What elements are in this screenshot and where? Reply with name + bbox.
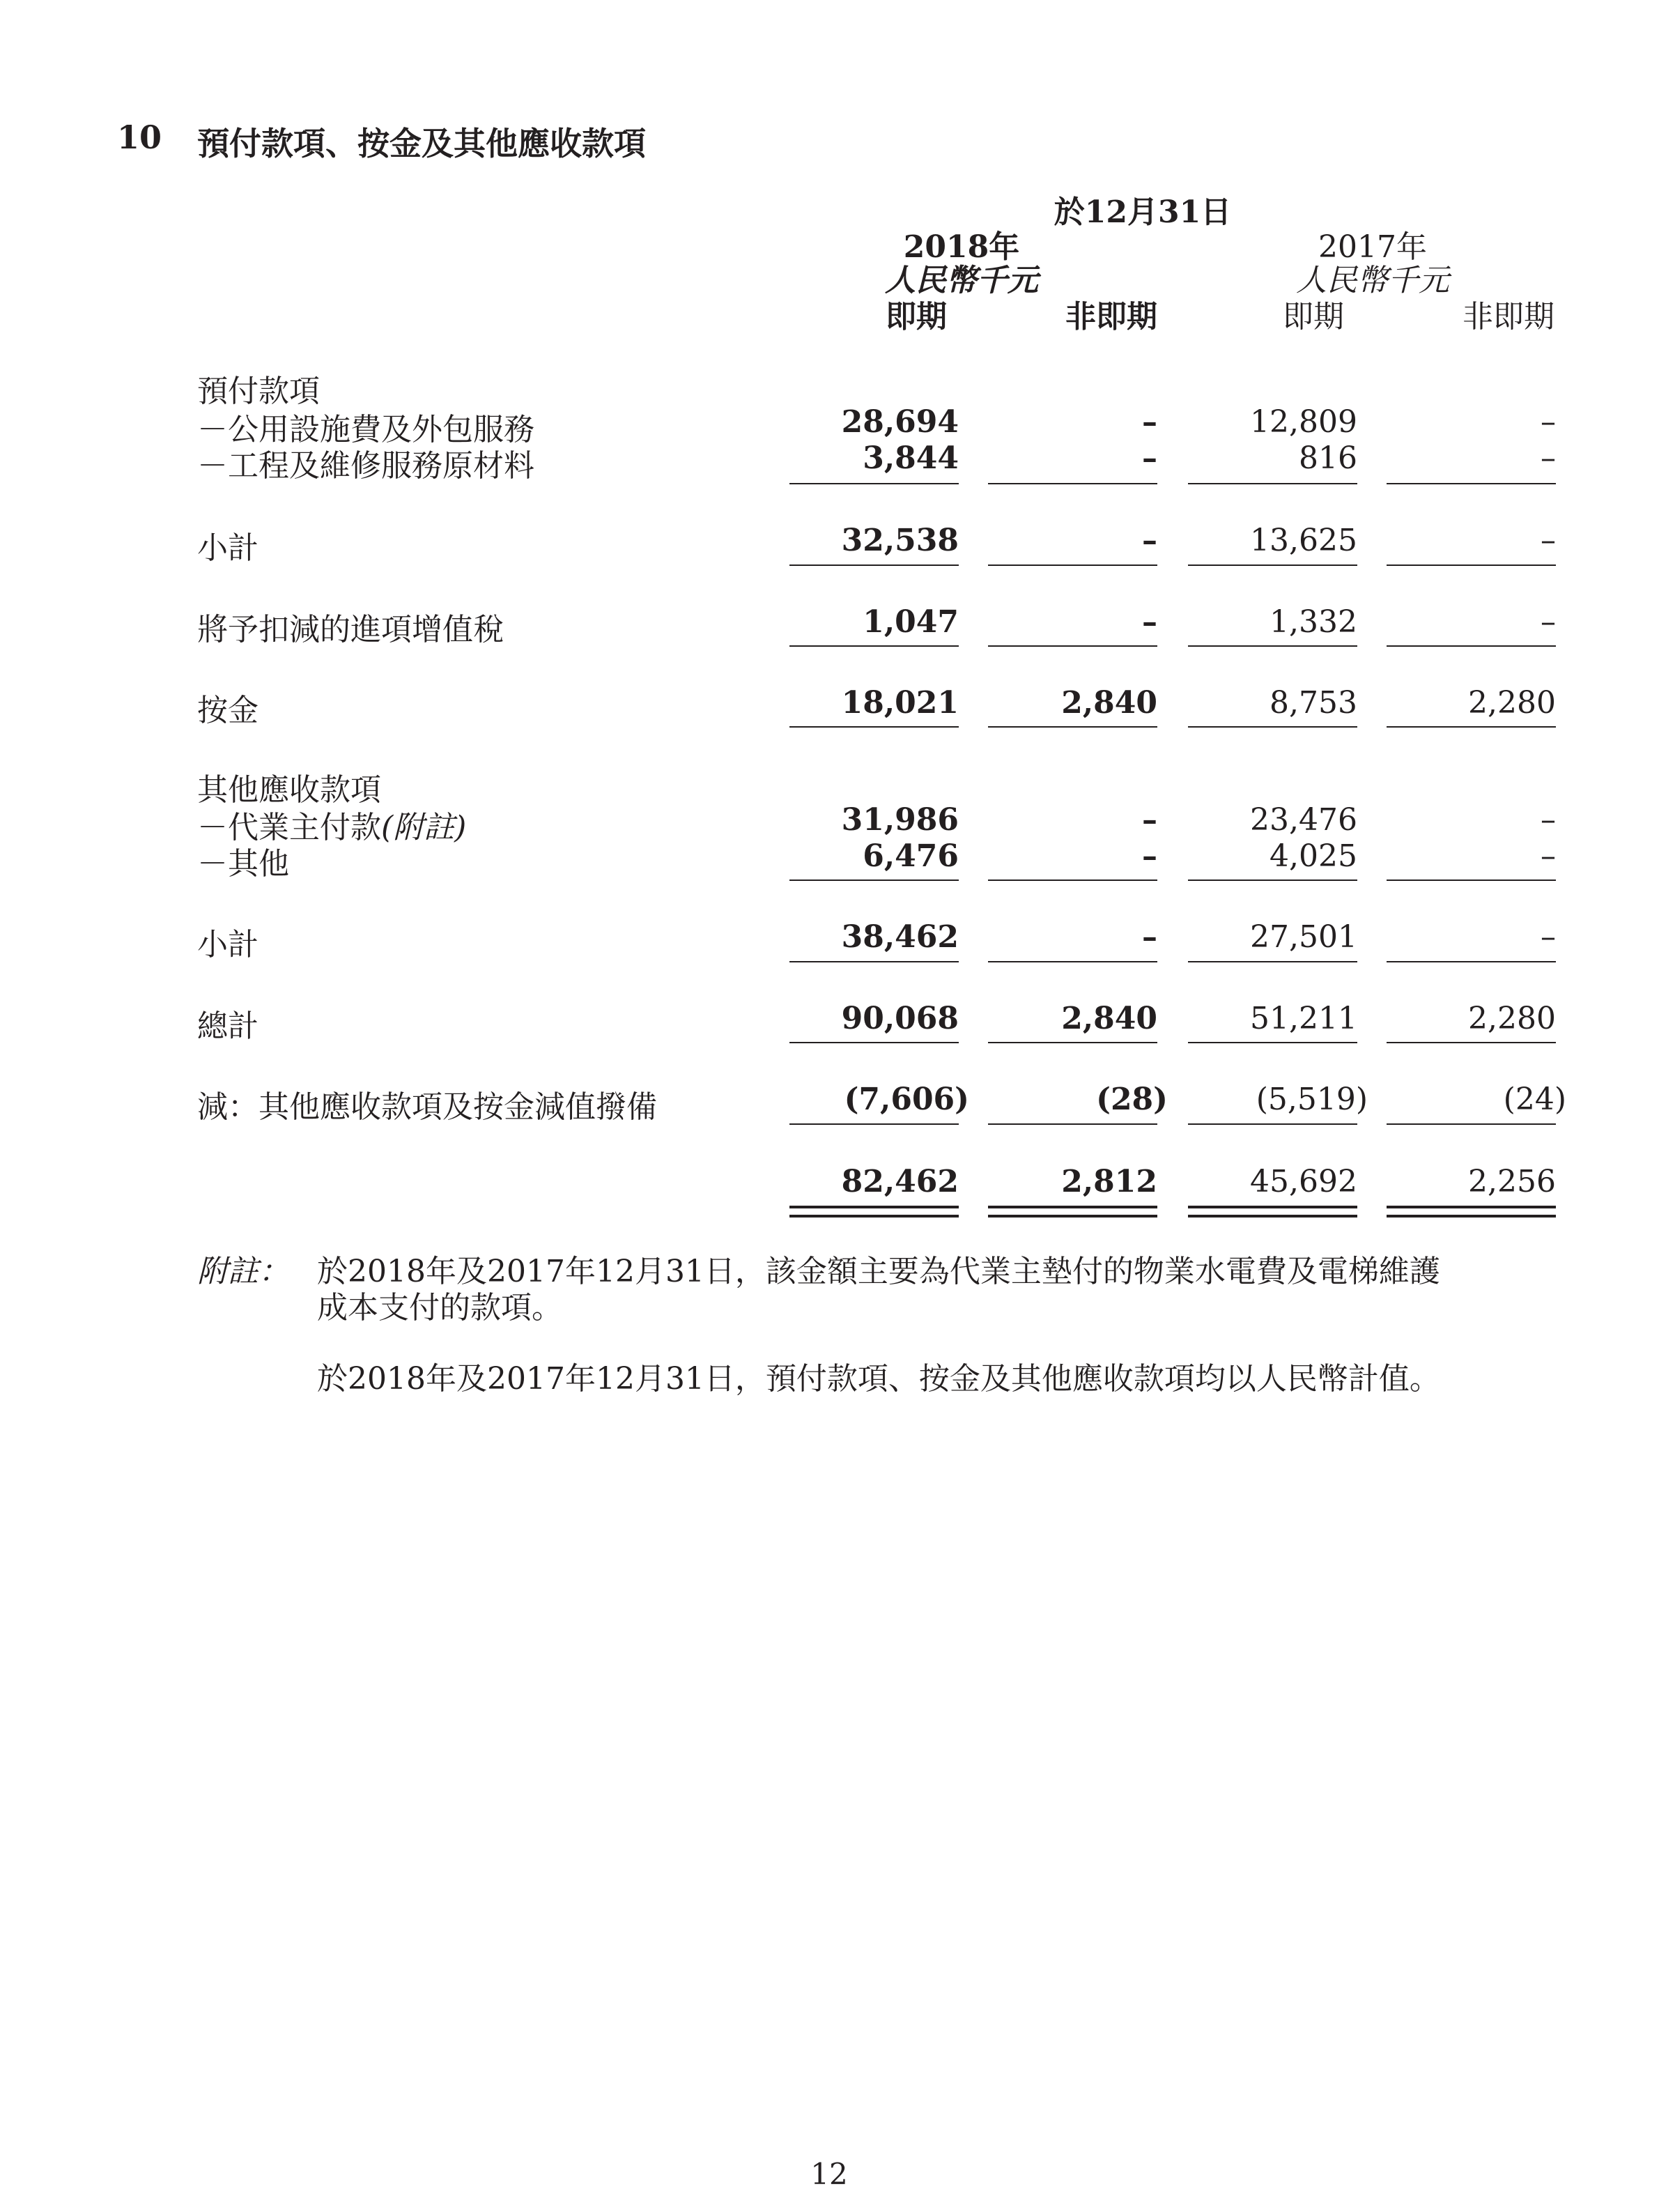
deposits-2017-current: 8,753 [1270, 685, 1357, 721]
page-number: 12 [810, 2157, 848, 2191]
impairment-2018-current: (7,606) [844, 1082, 969, 1117]
rule [1387, 1042, 1556, 1043]
utilities-2017-noncurrent: – [1541, 404, 1556, 440]
rule [1387, 564, 1556, 566]
rule [988, 1123, 1157, 1125]
subtotal1-2017-noncurrent: – [1541, 523, 1556, 558]
net-2017-noncurrent: 2,256 [1468, 1164, 1556, 1199]
rule [789, 726, 959, 728]
current-2018-header: 即期 [886, 299, 947, 335]
utilities-2017-current: 12,809 [1250, 404, 1357, 440]
double-rule [789, 1206, 959, 1218]
subtotal1-label: 小計 [197, 530, 259, 566]
utilities-2018-current: 28,694 [841, 404, 959, 440]
rule [988, 880, 1157, 881]
deposits-2017-noncurrent: 2,280 [1468, 685, 1556, 721]
materials-2018-noncurrent: – [1142, 440, 1157, 476]
date-header: 於12月31日 [1054, 194, 1232, 230]
note-line-2: 成本支付的款項。 [317, 1290, 562, 1326]
other-receivables-heading: 其他應收款項 [197, 772, 381, 808]
non-current-2017-header: 非即期 [1463, 299, 1554, 335]
utilities-label: －公用設施費及外包服務 [197, 412, 534, 447]
currency-2018-header: 人民幣千元 [885, 263, 1038, 298]
note-label: 附註： [197, 1254, 289, 1289]
year-2017-header: 2017年 [1318, 229, 1427, 265]
owners-2017-noncurrent: – [1541, 802, 1556, 838]
prepayments-heading: 預付款項 [197, 374, 320, 409]
materials-2017-current: 816 [1299, 440, 1357, 476]
total-2017-noncurrent: 2,280 [1468, 1001, 1556, 1036]
impairment-label: 減：其他應收款項及按金減值撥備 [197, 1089, 657, 1125]
year-2018-header: 2018年 [903, 229, 1020, 265]
vat-label: 將予扣減的進項增值稅 [197, 612, 504, 647]
rule [988, 1042, 1157, 1043]
rule [1188, 726, 1357, 728]
double-rule [988, 1206, 1157, 1218]
rule [988, 961, 1157, 962]
rule [789, 880, 959, 881]
vat-2017-current: 1,332 [1270, 604, 1357, 640]
impairment-2017-current: (5,519) [1256, 1082, 1368, 1117]
rule [988, 483, 1157, 484]
impairment-2018-noncurrent: (28) [1096, 1082, 1168, 1117]
vat-2018-noncurrent: – [1142, 604, 1157, 640]
subtotal1-2018-noncurrent: – [1142, 523, 1157, 558]
rule [1387, 726, 1556, 728]
total-label: 總計 [197, 1008, 259, 1044]
net-2018-current: 82,462 [841, 1164, 959, 1199]
double-rule [1387, 1206, 1556, 1218]
rule [988, 645, 1157, 647]
net-2017-current: 45,692 [1250, 1164, 1357, 1199]
owners-2018-noncurrent: – [1142, 802, 1157, 838]
vat-2017-noncurrent: – [1541, 604, 1556, 640]
rule [789, 645, 959, 647]
rule [789, 1042, 959, 1043]
rule [1188, 1042, 1357, 1043]
rule [1188, 483, 1357, 484]
vat-2018-current: 1,047 [863, 604, 959, 640]
materials-2017-noncurrent: – [1541, 440, 1556, 476]
rule [789, 961, 959, 962]
owners-note-ref: (附註) [381, 810, 467, 845]
rule [1387, 645, 1556, 647]
double-rule [1188, 1206, 1357, 1218]
others-2017-current: 4,025 [1270, 838, 1357, 874]
materials-2018-current: 3,844 [863, 440, 959, 476]
others-2018-current: 6,476 [863, 838, 959, 874]
currency-statement: 於2018年及2017年12月31日，預付款項、按金及其他應收款項均以人民幣計值。 [317, 1361, 1440, 1397]
note-line-1: 於2018年及2017年12月31日，該金額主要為代業主墊付的物業水電費及電梯維護 [317, 1254, 1440, 1289]
impairment-2017-noncurrent: (24) [1503, 1082, 1566, 1117]
subtotal2-2018-current: 38,462 [841, 919, 959, 955]
rule [1387, 880, 1556, 881]
total-2018-noncurrent: 2,840 [1061, 1001, 1157, 1036]
deposits-2018-noncurrent: 2,840 [1061, 685, 1157, 721]
rule [1188, 880, 1357, 881]
rule [1387, 1123, 1556, 1125]
others-label: －其他 [197, 846, 289, 882]
net-2018-noncurrent: 2,812 [1061, 1164, 1157, 1199]
materials-label: －工程及維修服務原材料 [197, 448, 534, 484]
currency-2017-header: 人民幣千元 [1296, 263, 1449, 298]
total-2018-current: 90,068 [841, 1001, 959, 1036]
subtotal2-label: 小計 [197, 927, 259, 962]
non-current-2018-header: 非即期 [1065, 299, 1157, 335]
total-2017-current: 51,211 [1250, 1001, 1357, 1036]
rule [1387, 483, 1556, 484]
owners-label-text: －代業主付款 [197, 810, 381, 845]
rule [1188, 645, 1357, 647]
current-2017-header: 即期 [1283, 299, 1344, 335]
others-2018-noncurrent: – [1142, 838, 1157, 874]
rule [789, 483, 959, 484]
subtotal1-2018-current: 32,538 [841, 523, 959, 558]
subtotal2-2017-noncurrent: – [1541, 919, 1556, 955]
deposits-2018-current: 18,021 [841, 685, 959, 721]
others-2017-noncurrent: – [1541, 838, 1556, 874]
rule [1387, 961, 1556, 962]
subtotal2-2017-current: 27,501 [1250, 919, 1357, 955]
rule [789, 564, 959, 566]
owners-2018-current: 31,986 [841, 802, 959, 838]
utilities-2018-noncurrent: – [1142, 404, 1157, 440]
rule [1188, 961, 1357, 962]
deposits-label: 按金 [197, 693, 259, 728]
section-number: 10 [117, 118, 162, 156]
owners-2017-current: 23,476 [1250, 802, 1357, 838]
subtotal2-2018-noncurrent: – [1142, 919, 1157, 955]
rule [988, 564, 1157, 566]
rule [789, 1123, 959, 1125]
subtotal1-2017-current: 13,625 [1250, 523, 1357, 558]
section-title: 預付款項、按金及其他應收款項 [197, 125, 646, 162]
rule [1188, 1123, 1357, 1125]
rule [1188, 564, 1357, 566]
rule [988, 726, 1157, 728]
